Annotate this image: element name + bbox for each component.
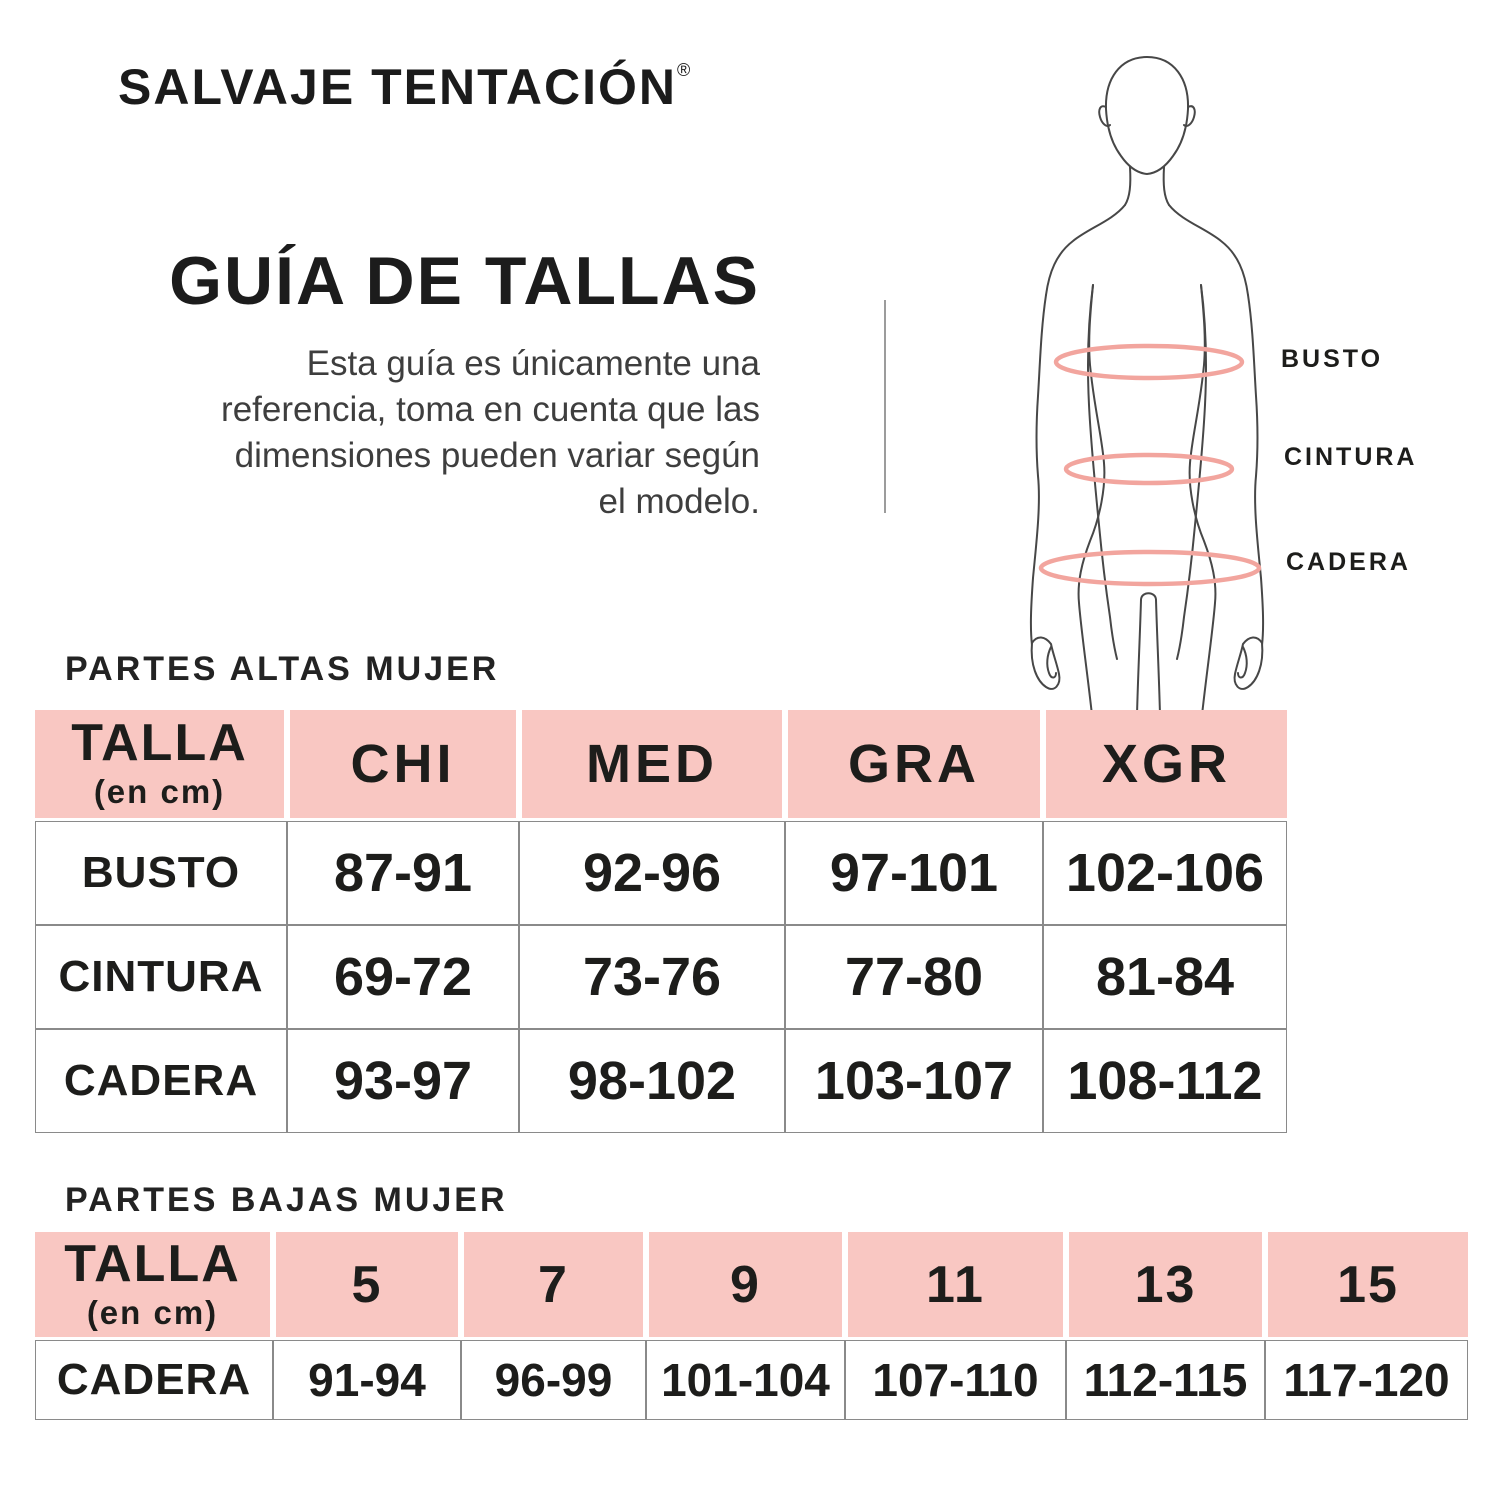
row-label-cell: BUSTO xyxy=(35,821,287,925)
description-line: Esta guía es únicamente una xyxy=(306,344,760,384)
measurement-cell: 87-91 xyxy=(287,821,519,925)
bottoms-header-talla-cell xyxy=(35,1232,270,1337)
tops-header-talla-cell xyxy=(35,710,284,818)
measurement-cell: 96-99 xyxy=(461,1340,646,1420)
talla-unit-label: (en cm) xyxy=(86,1293,219,1331)
measurement-cell: 117-120 xyxy=(1265,1340,1468,1420)
measurement-cell: 91-94 xyxy=(273,1340,461,1420)
bottoms-header-size-5: 5 xyxy=(276,1232,458,1337)
hip-tape-icon xyxy=(1041,552,1259,584)
bottoms-header-size-11: 11 xyxy=(848,1232,1063,1337)
row-label-cell: CADERA xyxy=(35,1340,273,1420)
description-line: dimensiones pueden variar según xyxy=(234,436,760,476)
tops-size-table xyxy=(35,710,1287,1133)
waist-tape-icon xyxy=(1066,455,1232,483)
measurement-cell: 107-110 xyxy=(845,1340,1066,1420)
talla-label: TALLA xyxy=(71,714,248,772)
page-title: GUÍA DE TALLAS xyxy=(169,243,760,319)
measurement-cell: 77-80 xyxy=(785,925,1043,1029)
measurement-cell: 69-72 xyxy=(287,925,519,1029)
measurement-cell: 93-97 xyxy=(287,1029,519,1133)
row-label-cell: CADERA xyxy=(35,1029,287,1133)
measurement-cell: 97-101 xyxy=(785,821,1043,925)
measurement-cell: 112-115 xyxy=(1066,1340,1265,1420)
bottoms-size-table xyxy=(35,1232,1468,1420)
bottoms-header-size-9: 9 xyxy=(649,1232,842,1337)
intro-description xyxy=(88,341,760,525)
measurement-cell: 103-107 xyxy=(785,1029,1043,1133)
description-line: referencia, toma en cuenta que las xyxy=(221,390,760,430)
figure-label-waist: CINTURA xyxy=(1284,443,1418,471)
tops-data-grid xyxy=(35,821,1287,1133)
measurement-cell: 81-84 xyxy=(1043,925,1287,1029)
description-line: el modelo. xyxy=(598,482,760,522)
talla-unit-label: (en cm) xyxy=(93,773,226,810)
intro-block xyxy=(88,243,760,525)
female-body-figure-icon xyxy=(1000,25,1300,715)
bust-tape-icon xyxy=(1056,346,1242,378)
row-label-cell: CINTURA xyxy=(35,925,287,1029)
bottoms-data-grid xyxy=(35,1340,1468,1420)
bottoms-header-row xyxy=(35,1232,1468,1337)
talla-label: TALLA xyxy=(64,1234,241,1293)
measurement-cell: 108-112 xyxy=(1043,1029,1287,1133)
registered-mark: ® xyxy=(677,60,691,80)
bottoms-header-size-15: 15 xyxy=(1268,1232,1468,1337)
measurement-cell: 92-96 xyxy=(519,821,785,925)
vertical-divider xyxy=(884,300,886,513)
tops-header-size-gra: GRA xyxy=(788,710,1040,818)
brand-logo xyxy=(118,58,690,116)
figure-label-bust: BUSTO xyxy=(1281,345,1384,373)
tops-header-row xyxy=(35,710,1287,818)
tops-header-size-med: MED xyxy=(522,710,782,818)
brand-name: SALVAJE TENTACIÓN xyxy=(118,59,678,115)
section-title-tops: PARTES ALTAS MUJER xyxy=(65,650,500,688)
figure-label-hip: CADERA xyxy=(1286,548,1411,576)
measurement-cell: 73-76 xyxy=(519,925,785,1029)
measurement-cell: 102-106 xyxy=(1043,821,1287,925)
measurement-cell: 98-102 xyxy=(519,1029,785,1133)
tops-header-size-chi: CHI xyxy=(290,710,516,818)
bottoms-header-size-13: 13 xyxy=(1069,1232,1262,1337)
section-title-bottoms: PARTES BAJAS MUJER xyxy=(65,1181,508,1219)
bottoms-header-size-7: 7 xyxy=(464,1232,643,1337)
measurement-cell: 101-104 xyxy=(646,1340,845,1420)
tops-header-size-xgr: XGR xyxy=(1046,710,1287,818)
